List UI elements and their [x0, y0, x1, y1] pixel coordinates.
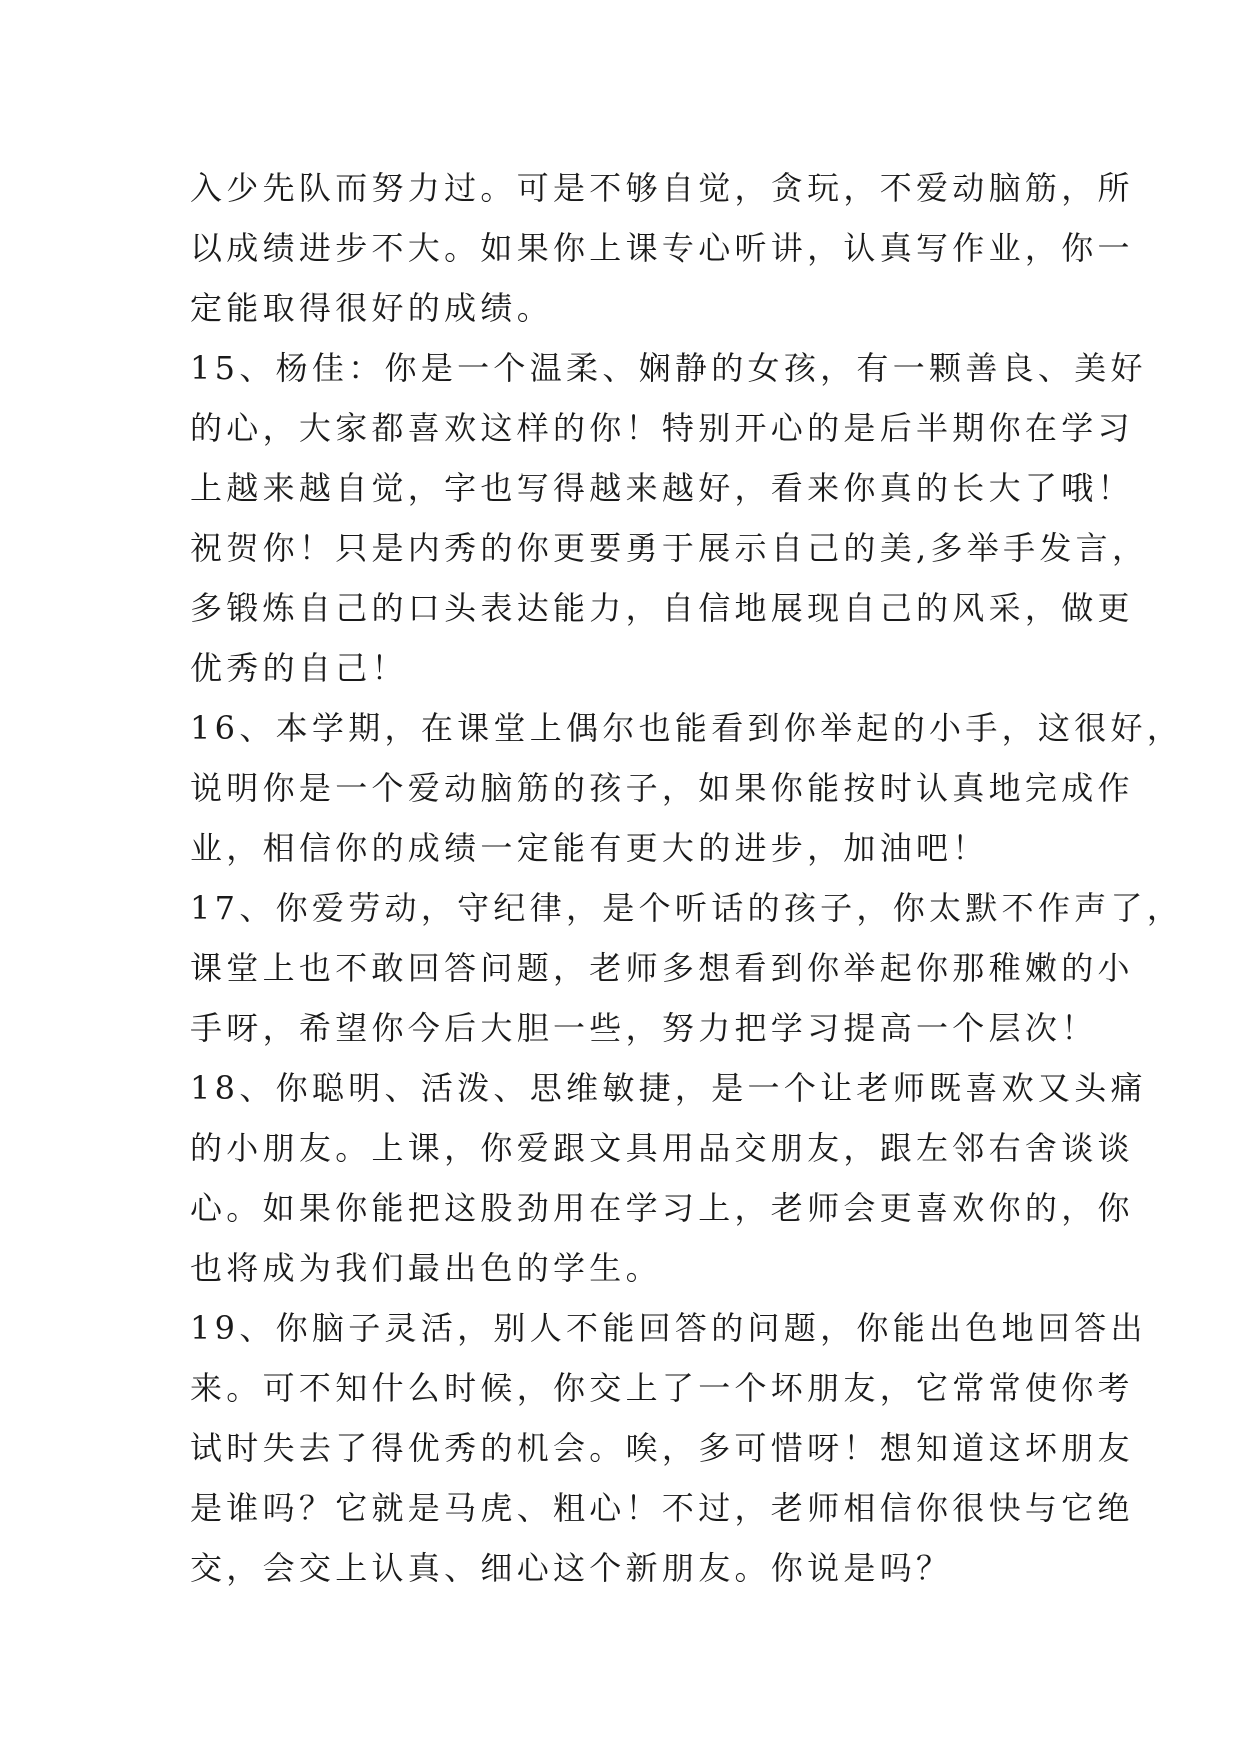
text-line: 也将成为我们最出色的学生。 [190, 1249, 662, 1287]
text-line: 定能取得很好的成绩。 [190, 289, 554, 327]
text-line: 多锻炼自己的口头表达能力，自信地展现自己的风采，做更 [190, 589, 1134, 627]
text-line: 是谁吗？它就是马虎、粗心！不过，老师相信你很快与它绝 [190, 1489, 1134, 1527]
text-line: 手呀，希望你今后大胆一些，努力把学习提高一个层次！ [190, 1009, 1098, 1047]
text-line: 的小朋友。上课，你爱跟文具用品交朋友，跟左邻右舍谈谈 [190, 1129, 1134, 1167]
text-line: 17、你爱劳动，守纪律，是个听话的孩子，你太默不作声了， [190, 889, 1184, 927]
text-line: 祝贺你！只是内秀的你更要勇于展示自己的美,多举手发言， [190, 529, 1149, 567]
text-line: 试时失去了得优秀的机会。唉，多可惜呀！想知道这坏朋友 [190, 1429, 1134, 1467]
text-line: 的心，大家都喜欢这样的你！特别开心的是后半期你在学习 [190, 409, 1134, 447]
text-line: 15、杨佳：你是一个温柔、娴静的女孩，有一颗善良、美好 [190, 349, 1147, 387]
text-line: 18、你聪明、活泼、思维敏捷，是一个让老师既喜欢又头痛 [190, 1069, 1147, 1107]
text-line: 来。可不知什么时候，你交上了一个坏朋友，它常常使你考 [190, 1369, 1134, 1407]
text-line: 心。如果你能把这股劲用在学习上，老师会更喜欢你的，你 [190, 1189, 1134, 1227]
text-line: 课堂上也不敢回答问题，老师多想看到你举起你那稚嫩的小 [190, 949, 1134, 987]
text-line: 16、本学期，在课堂上偶尔也能看到你举起的小手，这很好， [190, 709, 1184, 747]
text-line: 入少先队而努力过。可是不够自觉，贪玩，不爱动脑筋，所 [190, 169, 1134, 207]
text-line: 交，会交上认真、细心这个新朋友。你说是吗？ [190, 1549, 953, 1587]
text-line: 上越来越自觉，字也写得越来越好，看来你真的长大了哦！ [190, 469, 1134, 507]
document-body [190, 158, 1184, 1598]
text-line: 说明你是一个爱动脑筋的孩子，如果你能按时认真地完成作 [190, 769, 1134, 807]
text-line: 优秀的自己！ [190, 649, 408, 687]
text-line: 业，相信你的成绩一定能有更大的进步，加油吧！ [190, 829, 989, 867]
text-line: 19、你脑子灵活，别人不能回答的问题，你能出色地回答出 [190, 1309, 1147, 1347]
text-line: 以成绩进步不大。如果你上课专心听讲，认真写作业，你一 [190, 229, 1134, 267]
